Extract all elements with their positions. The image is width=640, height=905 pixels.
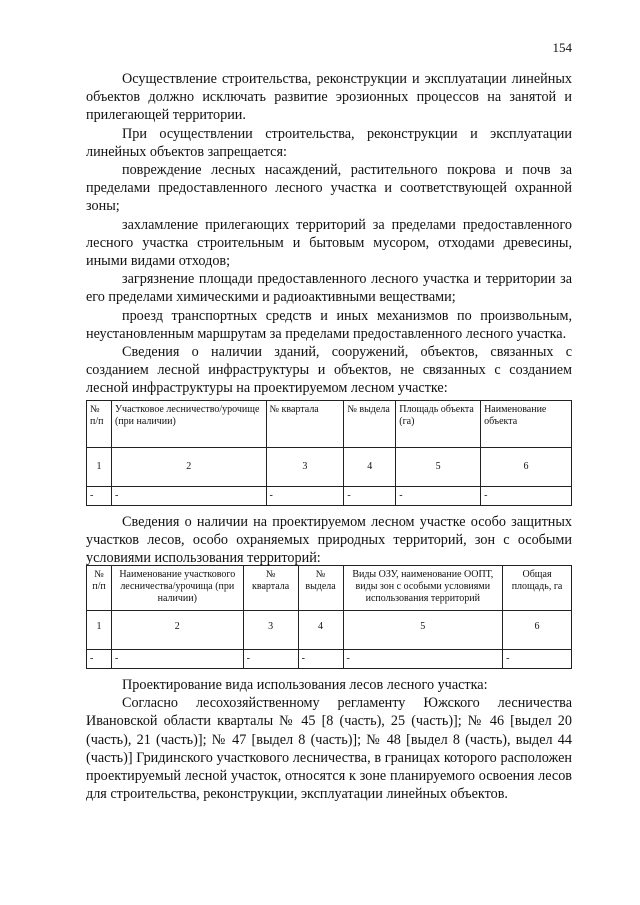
data-cell: - — [111, 650, 243, 669]
text-block-2 — [86, 513, 572, 568]
table-header-row — [87, 401, 572, 448]
paragraph: Согласно лесохозяйственному регламенту Южского лесничества Ивановской области кварталы № 45 [8 (часть), 25 (часть)]; № 46 [выдел 20 (часть), 21 (часть)]; № 47 [выдел 8 (часть)]; № 48 [выдел 8 (часть), выдел 44 (часть)] Гридинского участкового лесничества, в границах которого расположен проектируемый лесной участок, относятся к зоне планируемого освоения лесов для строительства, реконструкции, эксплуатации линейных объектов. — [86, 695, 572, 803]
number-cell: 4 — [344, 448, 396, 487]
header-cell: № выдела — [298, 566, 343, 611]
header-cell: Наименование объекта — [481, 401, 572, 448]
paragraph: Проектирование вида использования лесов лесного участка: — [122, 677, 488, 693]
header-cell: Виды ОЗУ, наименование ООПТ, виды зон с особыми условиями использования территорий — [343, 566, 503, 611]
data-cell: - — [87, 487, 112, 506]
number-cell: 2 — [111, 611, 243, 650]
number-cell: 3 — [243, 611, 298, 650]
data-cell: - — [266, 487, 344, 506]
table-row — [87, 650, 572, 669]
header-cell: № п/п — [87, 401, 112, 448]
data-cell: - — [343, 650, 503, 669]
number-cell: 4 — [298, 611, 343, 650]
header-cell: № п/п — [87, 566, 112, 611]
number-cell: 6 — [503, 611, 572, 650]
header-cell: № выдела — [344, 401, 396, 448]
table-row — [87, 487, 572, 506]
paragraph: При осуществлении строительства, реконструкции и эксплуатации линейных объектов запрещается: — [86, 125, 572, 160]
page-number: 154 — [552, 40, 572, 55]
table-number-row — [87, 611, 572, 650]
number-cell: 1 — [87, 448, 112, 487]
data-cell: - — [481, 487, 572, 506]
header-cell: № квартала — [243, 566, 298, 611]
header-cell: Наименование участкового лесничества/урочища (при наличии) — [111, 566, 243, 611]
paragraph: загрязнение площади предоставленного лесного участка и территории за его пределами химическими и радиоактивными веществами; — [86, 271, 572, 306]
table-header-row — [87, 566, 572, 611]
header-cell: Площадь объекта (га) — [396, 401, 481, 448]
number-cell: 1 — [87, 611, 112, 650]
number-cell: 5 — [343, 611, 503, 650]
paragraph: повреждение лесных насаждений, растительного покрова и почв за пределами предоставленного лесного участка и соответствующей охранной зоны; — [86, 162, 572, 215]
paragraph: захламление прилегающих территорий за пределами предоставленного лесного участка строительным и бытовым мусором, отходами древесины, иными видами отходов; — [86, 216, 572, 270]
text-block-1 — [86, 70, 572, 398]
header-cell: Участковое лесничество/урочище (при наличии) — [111, 401, 266, 448]
buildings-table — [86, 400, 572, 506]
text-block-3 — [86, 676, 572, 803]
paragraph: Сведения о наличии зданий, сооружений, объектов, связанных с созданием лесной инфраструктуры и объектов, не связанных с созданием лесной инфраструктуры на проектируемом лесном участке: — [86, 344, 572, 397]
table-number-row — [87, 448, 572, 487]
protected-areas-table — [86, 565, 572, 669]
data-cell: - — [87, 650, 112, 669]
number-cell: 2 — [111, 448, 266, 487]
paragraph: Осуществление строительства, реконструкции и эксплуатации линейных объектов должно исключать развитие эрозионных процессов на занятой и прилегающей территории. — [86, 71, 572, 124]
number-cell: 6 — [481, 448, 572, 487]
data-cell: - — [503, 650, 572, 669]
data-cell: - — [344, 487, 396, 506]
data-cell: - — [298, 650, 343, 669]
data-cell: - — [243, 650, 298, 669]
number-cell: 3 — [266, 448, 344, 487]
paragraph: проезд транспортных средств и иных механизмов по произвольным, неустановленным маршрутам за пределами предоставленного лесного участка. — [86, 307, 572, 342]
header-cell: № квартала — [266, 401, 344, 448]
number-cell: 5 — [396, 448, 481, 487]
header-cell: Общая площадь, га — [503, 566, 572, 611]
paragraph: Сведения о наличии на проектируемом лесном участке особо защитных участков лесов, особо охраняемых природных территорий, зон с особыми условиями использования территорий: — [86, 514, 572, 567]
data-cell: - — [396, 487, 481, 506]
data-cell: - — [111, 487, 266, 506]
